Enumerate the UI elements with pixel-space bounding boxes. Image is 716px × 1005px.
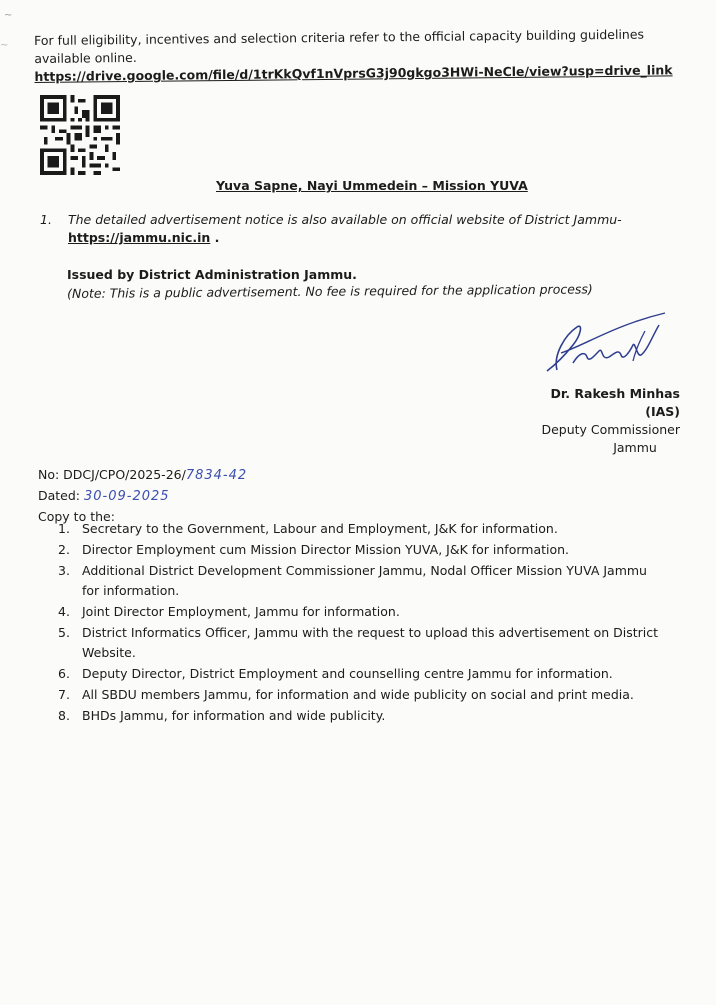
list-item <box>58 623 658 663</box>
list-item <box>58 664 658 684</box>
point-number: 1. <box>40 212 52 227</box>
reference-date-handwritten: 30-09-2025 <box>84 489 170 504</box>
list-item <box>58 561 658 601</box>
reference-number-label: No: DDCJ/CPO/2025-26/ <box>38 467 186 482</box>
list-item-number: 1. <box>58 521 70 536</box>
list-item <box>58 519 658 539</box>
intro-text: For full eligibility, incentives and selection criteria refer to the official capacity building guidelines available online. <box>34 26 645 66</box>
district-website-link[interactable]: https://jammu.nic.in <box>68 230 211 245</box>
signer-name: Dr. Rakesh Minhas (IAS) <box>550 386 680 419</box>
reference-date-label: Dated: <box>38 488 81 503</box>
list-item-number: 6. <box>58 666 70 681</box>
list-item-number: 7. <box>58 687 70 702</box>
point-body: The detailed advertisement notice is also available on official website of District Jammu- <box>68 212 622 227</box>
scan-mark: ~ <box>4 10 13 21</box>
guidelines-link[interactable]: https://drive.google.com/file/d/1trKkQvf1nVprsG3j90gkgo3HWi-NeCle/view?usp=drive_link <box>34 62 673 84</box>
list-item <box>58 602 658 622</box>
list-item-number: 4. <box>58 604 70 619</box>
list-item-number: 8. <box>58 708 70 723</box>
reference-date <box>38 486 247 507</box>
list-item-text: All SBDU members Jammu, for information and wide publicity on social and print media. <box>82 687 634 702</box>
copy-to-label: Copy to the: <box>38 509 115 524</box>
list-item-text: Additional District Development Commissioner Jammu, Nodal Officer Mission YUVA Jammu for information. <box>82 563 647 598</box>
signature <box>525 305 675 380</box>
list-item-text: District Informatics Officer, Jammu with the request to upload this advertisement on District Website. <box>82 625 659 660</box>
list-item <box>58 685 658 705</box>
list-item-number: 2. <box>58 542 70 557</box>
list-item-text: BHDs Jammu, for information and wide publicity. <box>82 708 386 723</box>
list-item-text: Joint Director Employment, Jammu for information. <box>82 604 400 619</box>
intro-paragraph <box>34 25 675 86</box>
list-item-text: Secretary to the Government, Labour and Employment, J&K for information. <box>82 521 558 536</box>
list-item-text: Director Employment cum Mission Director Mission YUVA, J&K for information. <box>82 542 570 557</box>
copy-to-list <box>58 519 658 727</box>
signer-place: Jammu <box>613 440 657 455</box>
qr-code <box>38 95 122 175</box>
document-heading: Yuva Sapne, Nayi Ummedein – Mission YUVA <box>216 178 528 193</box>
issued-by: Issued by District Administration Jammu. <box>67 267 357 282</box>
signer-designation: Deputy Commissioner <box>541 422 680 437</box>
list-item-text: Deputy Director, District Employment and counselling centre Jammu for information. <box>82 666 613 681</box>
scan-mark: ~ <box>0 40 9 51</box>
point-suffix: . <box>210 230 220 245</box>
signer-block <box>520 385 680 457</box>
point-text <box>68 211 678 247</box>
reference-number-handwritten: 7834-42 <box>185 468 248 483</box>
reference-number <box>38 465 247 486</box>
public-note: (Note: This is a public advertisement. No fee is required for the application process) <box>67 281 593 301</box>
list-item <box>58 540 658 560</box>
list-item-number: 3. <box>58 563 70 578</box>
list-item-number: 5. <box>58 625 70 640</box>
reference-block <box>38 465 247 527</box>
list-item <box>58 706 658 726</box>
